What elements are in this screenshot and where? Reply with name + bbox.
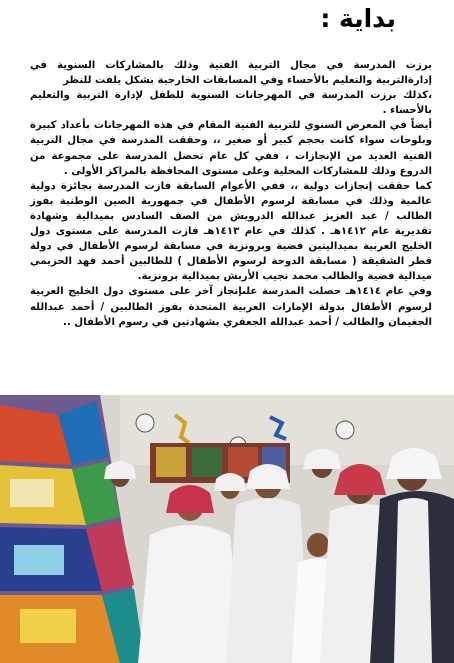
paragraph: برزت المدرسة في مجال التربية الفنية وذلك بالمشاركات السنوية في إدارةالتربية والتعليم بالأحساء وفي المسابقات الخارجية بشكل يلفت للنظر — [30, 60, 432, 87]
paragraph: ،كذلك برزت المدرسة في المهرجانات السنوية للطفل لإدارة التربية والتعليم بالأحساء . — [30, 90, 432, 117]
exhibition-photo — [0, 395, 454, 663]
article-body — [30, 58, 432, 330]
paragraph: أيضاً في المعرض السنوي للتربية الفنية المقام في هذه المهرجانات بأعداد كبيرة وبلوحات سواء كانت بحجم كبير أو صغير ،، وحققت المدرسة في مجال التربية الفنية العديد من الإنجازات ، ففي كل عام تحصل المدرسة على مجموعة من الدروع وذلك للمشاركات المحلية وعلى مستوى المحافظة بالمراكز الأولى . — [30, 120, 432, 177]
paragraph: كما حققت إنجازات دولية ،، ففي الأعوام السابقة فازت المدرسة بجائزة دولية عالمية وذلك في مسابقة لرسوم الأطفال في جمهورية الصين الوطنية بفوز الطالب / عبد العزيز عبدالله الدرويش من الصف السادس بميدالية وشهادة تقديرية عام ١٤١٢هـ . كذلك في عام ١٤١٣هـ فازت المدرسة على مستوى دول الخليج العربية بميداليتين فضية وبرونزية في مسابقة لرسوم الأطفال في دولة قطر الشقيقة ( مسابقة الدوحة لرسوم الأطفال ) للطالبين أحمد فهد الحزيمي ميدالية فضية والطالب محمد نجيب الأربش بميدالية برونزية. — [30, 180, 432, 283]
page-title: بداية : — [320, 4, 396, 33]
paragraph: وفي عام ١٤١٤هـ حصلت المدرسة علىإنجاز آخر على مستوى دول الخليج العربية لرسوم الأطفال بدولة الإمارات العربية المتحدة بفوز الطالبين / أحمد عبدالله الجغيمان والطالب / أحمد عبدالله الجعفري بشهادتين في رسوم الأطفال .. — [30, 286, 433, 328]
